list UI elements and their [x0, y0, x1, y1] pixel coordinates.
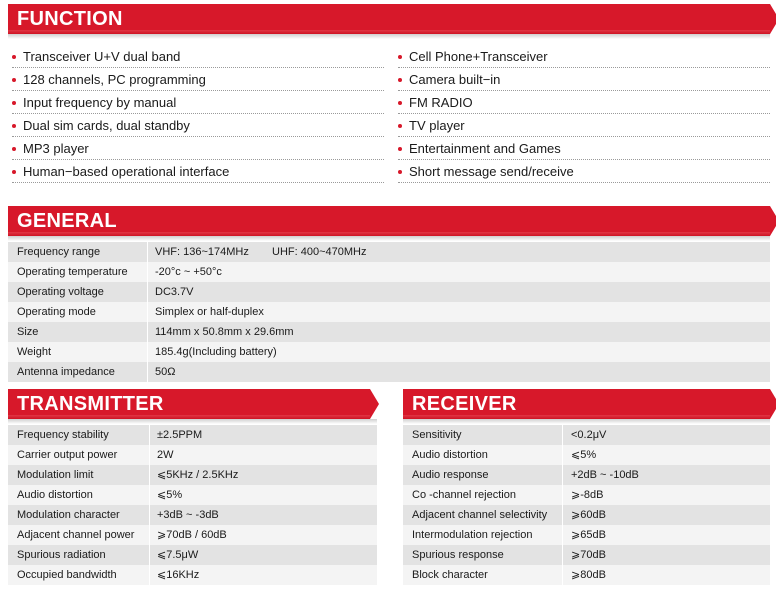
spec-value: DC3.7V: [155, 286, 194, 298]
bullet-dot-icon: [12, 101, 16, 105]
transmitter-section-header: [8, 389, 370, 419]
table-row: [403, 465, 770, 485]
spec-label: Size: [17, 326, 39, 338]
dotted-divider: [12, 182, 384, 183]
feature-item: [398, 68, 500, 91]
feature-item: [12, 45, 180, 68]
bullet-dot-icon: [398, 55, 402, 59]
table-row: [8, 262, 770, 282]
feature-item: [398, 160, 574, 183]
feature-label: Entertainment and Games: [409, 141, 561, 156]
table-row: [8, 545, 377, 565]
spec-value: ⩾70dB: [571, 549, 606, 561]
column-separator: [149, 445, 150, 465]
table-row: [8, 445, 377, 465]
spec-label: Intermodulation rejection: [412, 529, 533, 541]
feature-item: [12, 91, 176, 114]
column-separator: [149, 465, 150, 485]
bullet-dot-icon: [398, 170, 402, 174]
receiver-header-shadow: [403, 419, 770, 424]
bullet-dot-icon: [12, 170, 16, 174]
function-section-header: [8, 4, 770, 34]
table-row: [8, 525, 377, 545]
spec-value: ±2.5PPM: [157, 429, 203, 441]
dotted-divider: [12, 90, 384, 91]
spec-label: Occupied bandwidth: [17, 569, 117, 581]
bullet-dot-icon: [398, 124, 402, 128]
feature-label: TV player: [409, 118, 465, 133]
feature-label: Cell Phone+Transceiver: [409, 49, 548, 64]
feature-label: Camera built−in: [409, 72, 501, 87]
spec-value: VHF: 136~174MHz: [155, 246, 249, 258]
feature-item: [398, 45, 548, 68]
spec-label: Audio response: [412, 469, 489, 481]
bullet-dot-icon: [398, 147, 402, 151]
table-row: [8, 342, 770, 362]
spec-label: Adjacent channel power: [17, 529, 135, 541]
table-row: [403, 505, 770, 525]
dotted-divider: [398, 90, 770, 91]
feature-item: [398, 137, 561, 160]
dotted-divider: [398, 113, 770, 114]
spec-label: Frequency range: [17, 246, 101, 258]
table-row: [8, 565, 377, 585]
feature-label: MP3 player: [23, 141, 89, 156]
column-separator: [147, 282, 148, 302]
bullet-dot-icon: [12, 55, 16, 59]
spec-value: ⩽7.5μW: [157, 549, 199, 561]
transmitter-header-shadow: [8, 419, 377, 424]
feature-label: Transceiver U+V dual band: [23, 49, 181, 64]
general-title: GENERAL: [17, 210, 117, 232]
table-row: [8, 242, 770, 262]
table-row: [403, 545, 770, 565]
spec-value: +3dB ~ -3dB: [157, 509, 219, 521]
receiver-spec-table: [403, 425, 770, 585]
spec-value: 2W: [157, 449, 174, 461]
spec-value: ⩽5KHz / 2.5KHz: [157, 469, 239, 481]
feature-item: [398, 114, 465, 137]
spec-label: Operating temperature: [17, 266, 128, 278]
spec-value: ⩾70dB / 60dB: [157, 529, 227, 541]
spec-label: Modulation character: [17, 509, 120, 521]
spec-value: 50Ω: [155, 366, 176, 378]
column-separator: [149, 525, 150, 545]
spec-label: Antenna impedance: [17, 366, 115, 378]
spec-value: ⩽16KHz: [157, 569, 200, 581]
spec-value: 185.4g(Including battery): [155, 346, 277, 358]
column-separator: [562, 525, 563, 545]
spec-label: Audio distortion: [412, 449, 488, 461]
column-separator: [562, 565, 563, 585]
spec-label: Adjacent channel selectivity: [412, 509, 548, 521]
table-row: [8, 425, 377, 445]
bullet-dot-icon: [398, 101, 402, 105]
column-separator: [562, 465, 563, 485]
spec-value: ⩾65dB: [571, 529, 606, 541]
spec-value-secondary: UHF: 400~470MHz: [272, 246, 367, 258]
receiver-section-header: [403, 389, 770, 419]
dotted-divider: [12, 113, 384, 114]
table-row: [403, 445, 770, 465]
spec-value: -20°c ~ +50°c: [155, 266, 222, 278]
spec-value: ⩽5%: [157, 489, 183, 501]
spec-value: ⩾80dB: [571, 569, 606, 581]
column-separator: [147, 242, 148, 262]
column-separator: [149, 545, 150, 565]
table-row: [403, 565, 770, 585]
spec-label: Sensitivity: [412, 429, 462, 441]
column-separator: [149, 425, 150, 445]
general-spec-table: [8, 242, 770, 382]
spec-label: Block character: [412, 569, 488, 581]
column-separator: [562, 485, 563, 505]
spec-label: Weight: [17, 346, 52, 358]
feature-label: Dual sim cards, dual standby: [23, 118, 190, 133]
feature-label: 128 channels, PC programming: [23, 72, 206, 87]
table-row: [8, 505, 377, 525]
spec-label: Audio distortion: [17, 489, 93, 501]
spec-label: Carrier output power: [17, 449, 118, 461]
dotted-divider: [398, 159, 770, 160]
table-row: [8, 302, 770, 322]
spec-value: +2dB ~ -10dB: [571, 469, 639, 481]
table-row: [8, 465, 377, 485]
spec-value: <0.2μV: [571, 429, 607, 441]
function-header-shadow: [8, 34, 770, 39]
spec-label: Spurious radiation: [17, 549, 106, 561]
spec-value: ⩾60dB: [571, 509, 606, 521]
spec-label: Operating voltage: [17, 286, 104, 298]
spec-label: Modulation limit: [17, 469, 94, 481]
bullet-dot-icon: [12, 78, 16, 82]
column-separator: [149, 565, 150, 585]
feature-label: Human−based operational interface: [23, 164, 230, 179]
spec-value: ⩽5%: [571, 449, 597, 461]
bullet-dot-icon: [12, 147, 16, 151]
spec-label: Operating mode: [17, 306, 96, 318]
column-separator: [147, 342, 148, 362]
column-separator: [149, 485, 150, 505]
spec-value: Simplex or half-duplex: [155, 306, 264, 318]
table-row: [403, 525, 770, 545]
spec-value: 114mm x 50.8mm x 29.6mm: [155, 326, 294, 338]
column-separator: [149, 505, 150, 525]
spec-label: Frequency stability: [17, 429, 109, 441]
receiver-title: RECEIVER: [412, 393, 517, 415]
transmitter-title: TRANSMITTER: [17, 393, 164, 415]
spec-label: Spurious response: [412, 549, 504, 561]
bullet-dot-icon: [398, 78, 402, 82]
spec-label: Co -channel rejection: [412, 489, 516, 501]
feature-label: Input frequency by manual: [23, 95, 177, 110]
feature-label: FM RADIO: [409, 95, 473, 110]
column-separator: [147, 302, 148, 322]
feature-item: [12, 160, 229, 183]
table-row: [8, 485, 377, 505]
feature-item: [398, 91, 473, 114]
feature-label: Short message send/receive: [409, 164, 574, 179]
column-separator: [562, 545, 563, 565]
table-row: [403, 485, 770, 505]
dotted-divider: [12, 67, 384, 68]
column-separator: [147, 322, 148, 342]
table-row: [8, 322, 770, 342]
feature-item: [12, 114, 190, 137]
column-separator: [562, 425, 563, 445]
dotted-divider: [398, 136, 770, 137]
bullet-dot-icon: [12, 124, 16, 128]
column-separator: [147, 262, 148, 282]
column-separator: [147, 362, 148, 382]
dotted-divider: [398, 182, 770, 183]
general-header-shadow: [8, 236, 770, 241]
feature-item: [12, 137, 89, 160]
dotted-divider: [12, 159, 384, 160]
function-title: FUNCTION: [17, 8, 123, 30]
transmitter-spec-table: [8, 425, 377, 585]
column-separator: [562, 505, 563, 525]
spec-value: ⩾-8dB: [571, 489, 604, 501]
table-row: [8, 362, 770, 382]
general-section-header: [8, 206, 770, 236]
table-row: [403, 425, 770, 445]
column-separator: [562, 445, 563, 465]
table-row: [8, 282, 770, 302]
dotted-divider: [398, 67, 770, 68]
dotted-divider: [12, 136, 384, 137]
feature-item: [12, 68, 206, 91]
